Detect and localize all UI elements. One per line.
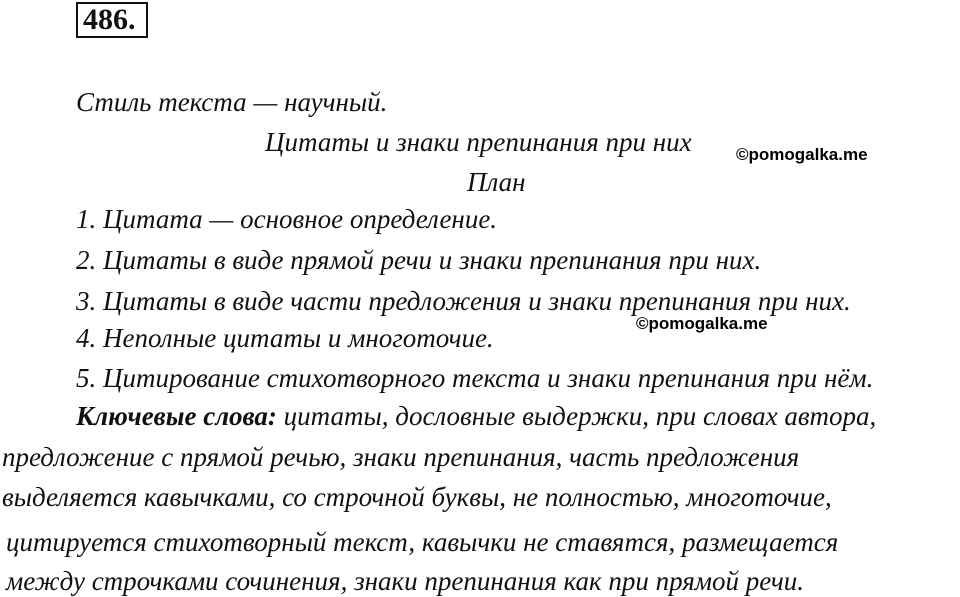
- watermark-2: ©pomogalka.me: [636, 314, 768, 333]
- keywords-line-4: цитируется стихотворный текст, кавычки не ставятся, размещается: [6, 527, 839, 557]
- keywords-line-2: предложение с прямой речью, знаки препинания, часть предложения: [2, 442, 800, 472]
- plan-heading: План: [467, 167, 526, 197]
- keywords-line-5: между строчками сочинения, знаки препинания как при прямой речи.: [6, 566, 805, 596]
- text-title: Цитаты и знаки препинания при них: [265, 127, 692, 157]
- plan-item-3: 3. Цитаты в виде части предложения и знаки препинания при них.: [76, 286, 851, 316]
- watermark-1: ©pomogalka.me: [736, 145, 868, 164]
- text-style-line: Стиль текста — научный.: [76, 87, 388, 117]
- plan-item-1: 1. Цитата — основное определение.: [76, 204, 498, 234]
- keywords-label: Ключевые слова:: [76, 401, 277, 431]
- exercise-number: 486.: [76, 2, 148, 38]
- keywords-text-1: цитаты, дословные выдержки, при словах автора,: [276, 401, 877, 431]
- plan-item-2: 2. Цитаты в виде прямой речи и знаки препинания при них.: [76, 245, 762, 275]
- keywords-line-3: выделяется кавычками, со строчной буквы, не полностью, многоточие,: [2, 482, 832, 512]
- plan-item-4: 4. Неполные цитаты и многоточие.: [76, 323, 494, 353]
- keywords-line-1: [76, 400, 876, 432]
- plan-item-5: 5. Цитирование стихотворного текста и знаки препинания при нём.: [76, 363, 874, 393]
